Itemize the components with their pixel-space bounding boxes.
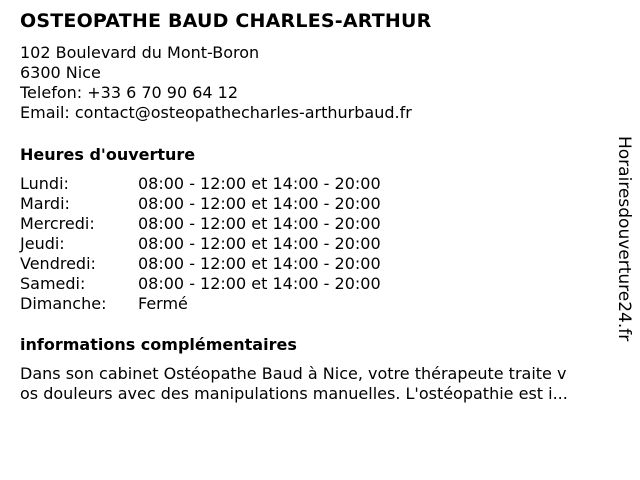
info-description-line: Dans son cabinet Ostéopathe Baud à Nice, votre thérapeute traite v [20,364,567,383]
hours-heading: Heures d'ouverture [20,145,196,164]
hours-day: Mercredi: [20,214,95,233]
hours-day: Dimanche: [20,294,107,313]
hours-day: Lundi: [20,174,69,193]
hours-day: Mardi: [20,194,70,213]
hours-time: 08:00 - 12:00 et 14:00 - 20:00 [138,234,381,253]
hours-day: Jeudi: [20,234,65,253]
hours-row-sunday [20,294,188,313]
address-street: 102 Boulevard du Mont-Boron [20,43,260,62]
hours-row-saturday [20,274,381,293]
info-description [20,364,630,404]
business-title: OSTEOPATHE BAUD CHARLES-ARTHUR [20,10,432,32]
hours-time: 08:00 - 12:00 et 14:00 - 20:00 [138,274,381,293]
hours-time: 08:00 - 12:00 et 14:00 - 20:00 [138,254,381,273]
source-watermark: Horairesdouverture24.fr [614,136,634,342]
hours-row-thursday [20,234,381,253]
hours-time: 08:00 - 12:00 et 14:00 - 20:00 [138,174,381,193]
info-description-line: os douleurs avec des manipulations manuelles. L'ostéopathie est i... [20,384,568,403]
hours-row-tuesday [20,194,381,213]
hours-time: 08:00 - 12:00 et 14:00 - 20:00 [138,194,381,213]
info-heading: informations complémentaires [20,335,297,354]
hours-time: 08:00 - 12:00 et 14:00 - 20:00 [138,214,381,233]
email-line: Email: contact@osteopathecharles-arthurbaud.fr [20,103,412,122]
hours-row-friday [20,254,381,273]
hours-time: Fermé [138,294,188,313]
phone-line: Telefon: +33 6 70 90 64 12 [20,83,239,102]
hours-day: Samedi: [20,274,86,293]
address-city: 6300 Nice [20,63,101,82]
hours-row-monday [20,174,381,193]
hours-row-wednesday [20,214,381,233]
hours-day: Vendredi: [20,254,96,273]
